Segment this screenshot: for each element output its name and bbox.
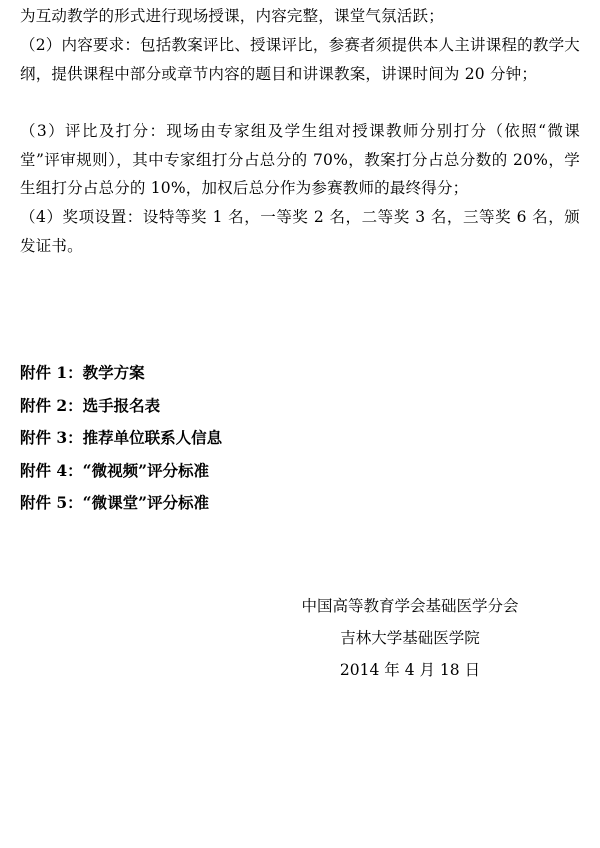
signature-organization-1: 中国高等教育学会基础医学分会 — [301, 597, 519, 615]
paragraph-awards: （4）奖项设置：设特等奖 1 名，一等奖 2 名，二等奖 3 名，三等奖 6 名，颁发证书。 — [20, 208, 580, 255]
attachment-item: 附件 2：选手报名表 — [20, 395, 161, 415]
paragraph-continuation: 为互动教学的形式进行现场授课，内容完整，课堂气氛活跃； — [20, 7, 444, 25]
signature-organization-2: 吉林大学基础医学院 — [340, 629, 480, 647]
attachment-list — [20, 357, 420, 520]
attachment-item: 附件 4：“微视频”评分标准 — [20, 460, 210, 480]
attachment-item: 附件 1：教学方案 — [20, 363, 145, 382]
paragraph-content-requirements: （2）内容要求：包括教案评比、授课评比，参赛者须提供本人主讲课程的教学大纲，提供课程中部分或章节内容的题目和讲课教案，讲课时间为 20 分钟； — [20, 36, 580, 83]
paragraph-scoring: （3）评比及打分：现场由专家组及学生组对授课教师分别打分（依照“微课堂”评审规则），其中专家组打分占总分的 70%，教案打分占总分数的 20%，学生组打分占总分的 10%，加权后总分作为参赛教师的最终得分； — [20, 122, 580, 198]
attachment-item: 附件 5：“微课堂”评分标准 — [20, 493, 210, 512]
attachment-item: 附件 3：推荐单位联系人信息 — [20, 428, 223, 447]
signature-date: 2014 年 4 月 18 日 — [339, 661, 481, 679]
